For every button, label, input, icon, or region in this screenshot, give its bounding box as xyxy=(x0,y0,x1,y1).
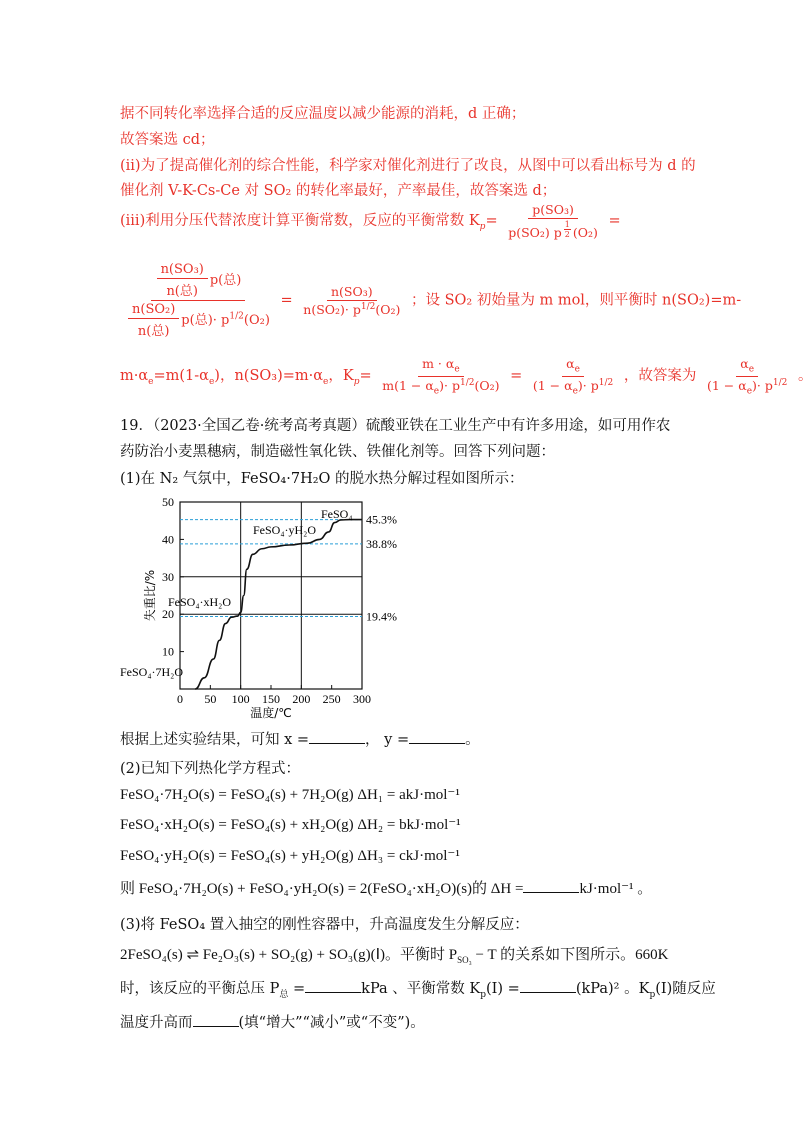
answer-blank-kp[interactable] xyxy=(520,980,576,993)
x-tick-label: 250 xyxy=(322,692,341,706)
y-tick-label: 20 xyxy=(162,607,174,622)
dehydration-chart xyxy=(118,490,418,718)
solution-line-5: (iii)利用分压代替浓度计算平衡常数，反应的平衡常数 $K_p=$ p(SO₃) p(SO₂) p $^{\frac{1}{2}}$ (O₂) = xyxy=(120,202,621,241)
question-header: 19．（2023·全国乙卷·统考高考真题）硫酸亚铁在工业生产中有许多用途，如可用作农 xyxy=(120,418,671,434)
x-tick-label: 300 xyxy=(353,692,371,706)
kp-fraction: p(SO₃) p(SO₂) p $^{\frac{1}{2}}$ (O₂) xyxy=(508,202,598,241)
annotation-label: FeSO₄·yH₂O xyxy=(253,523,317,537)
x-axis-label: 温度/℃ xyxy=(250,706,292,720)
question-part-3-line-2: 时，该反应的平衡总压 $P_总$ = kPa 、平衡常数 $K_p(Ⅰ) = (kPa)^2$ 。$K_p(Ⅰ)$随反应 xyxy=(120,981,716,1000)
kp-intro: (iii)利用分压代替浓度计算平衡常数，反应的平衡常数 K xyxy=(120,213,480,230)
answer-blank-trend[interactable] xyxy=(193,1014,239,1027)
thermo-equation-2: FeSO₄·xH₂O(s) = FeSO₄(s) + xH₂O(g) ΔH₂ = bkJ·mol⁻¹ xyxy=(120,817,461,833)
x-tick-label: 50 xyxy=(204,692,217,706)
kp-answer-fraction: $\frac{\alpha_e}{(1 - \alpha_e)\cdot p^{1/2}}$ xyxy=(706,356,788,397)
solution-line-7: $m\cdot\alpha_e=m(1-\alpha_e)$，$n(SO_3)=m\cdot\alpha_e$，$K_p=$ $\frac{m \cdot \alpha_e}{m(1 - \alpha_e)\cdot p^{1/2}(O_2)}$ = $\frac{\alpha_e}{(1 - \alpha_e)\cdot p^{1/2}}$ ，故答案为 $\frac{\alpha_e}{(1 - \alpha_e)\cdot p^{1/2}}$ 。 xyxy=(120,356,812,397)
x-tick-label: 0 xyxy=(177,692,183,706)
y-axis-label: 失重比/% xyxy=(143,569,157,622)
y-tick-label: 10 xyxy=(162,644,174,659)
thermo-equation-3: FeSO₄·yH₂O(s) = FeSO₄(s) + yH₂O(g) ΔH₃ = ckJ·mol⁻¹ xyxy=(120,848,460,864)
y-tick-label: 40 xyxy=(162,532,174,547)
kp-result-fraction-2: $\frac{\alpha_e}{(1 - \alpha_e)\cdot p^{1/2}}$ xyxy=(532,356,614,397)
thermo-equation-4: 则 FeSO₄·7H₂O(s) + FeSO₄·yH₂O(s) = 2(FeSO₄·xH₂O)(s)的 ΔH = kJ·mol⁻¹ 。 xyxy=(120,881,653,897)
question-part-1: (1)在 N₂ 气氛中，FeSO₄·7H₂O 的脱水热分解过程如图所示： xyxy=(120,471,524,487)
x-tick-label: 100 xyxy=(231,692,250,706)
question-part-1-answer: 根据上述实验结果，可知 x = ， y = 。 xyxy=(120,732,480,748)
annotation-label: FeSO₄·xH₂O xyxy=(168,595,232,609)
decomposition-equation: 2FeSO₄(s) ⇌ Fe₂O₃(s) + SO₂(g) + SO₃(g)(Ⅰ)。平衡时 $P_{SO_3} - T$ 的关系如下图所示。660K xyxy=(120,947,669,965)
y-tick-label: 50 xyxy=(162,495,174,509)
solution-line-1: 据不同转化率选择合适的反应温度以减少能源的消耗，d 正确； xyxy=(120,106,526,122)
plot-area xyxy=(120,495,397,720)
question-part-3: (3)将 FeSO₄ 置入抽空的刚性容器中，升高温度发生分解反应： xyxy=(120,917,529,933)
annotation-label: FeSO₄·7H₂O xyxy=(120,665,184,679)
partial-pressure-fraction: $\frac{\text{n(SO₃)}}{\text{n(总)}}$ p(总) $\frac{\text{n(SO₂)}}{\text{n(总)}}$ p(总)· $p^{1/2}(O_2)$ xyxy=(122,262,274,339)
x-tick-label: 150 xyxy=(262,692,280,706)
question-header-2: 药防治小麦黑穗病，制造磁性氧化铁、铁催化剂等。回答下列问题： xyxy=(120,444,555,460)
kp-result-fraction-1: $\frac{m \cdot \alpha_e}{m(1 - \alpha_e)\cdot p^{1/2}(O_2)}$ xyxy=(382,356,500,397)
mole-fraction: $\frac{\text{n(SO₃)}}{n(SO_2)\cdot p^{1/2}(O_2)}$ xyxy=(303,283,401,318)
question-part-2: (2)已知下列热化学方程式： xyxy=(120,761,301,777)
answer-blank-y[interactable] xyxy=(409,731,465,744)
annotation-label: FeSO₄ xyxy=(321,507,353,521)
solution-line-4: 催化剂 V-K-Cs-Ce 对 SO₂ 的转化率最好，产率最佳，故答案选 d； xyxy=(120,183,557,199)
reference-label: 19.4% xyxy=(366,609,397,624)
reference-label: 45.3% xyxy=(366,512,397,527)
thermo-equation-1: FeSO₄·7H₂O(s) = FeSO₄(s) + 7H₂O(g) ΔH₁ = akJ·mol⁻¹ xyxy=(120,787,460,803)
answer-blank-dh[interactable] xyxy=(523,880,579,893)
reference-label: 38.8% xyxy=(366,536,397,551)
question-part-3-line-3: 温度升高而 (填“增大”“减小”或“不变”)。 xyxy=(120,1015,425,1031)
solution-line-2: 故答案选 cd； xyxy=(120,132,215,148)
y-tick-label: 30 xyxy=(162,569,174,584)
x-tick-label: 200 xyxy=(292,692,311,706)
answer-blank-x[interactable] xyxy=(309,731,365,744)
solution-line-6: $\frac{\text{n(SO₃)}}{\text{n(总)}}$ p(总) $\frac{\text{n(SO₂)}}{\text{n(总)}}$ p(总)· $p^{1/2}(O_2)$ = $\frac{\text{n(SO₃)}}{n(SO_2)\cdot p^{1/2}(O_2)}$ ；设 SO₂ 初始量为 m mol，则平衡时 n(SO₂)=m- xyxy=(120,262,741,339)
answer-blank-ptotal[interactable] xyxy=(305,980,361,993)
solution-line-3: (ii)为了提高催化剂的综合性能，科学家对催化剂进行了改良，从图中可以看出标号为 d 的 xyxy=(120,158,696,174)
